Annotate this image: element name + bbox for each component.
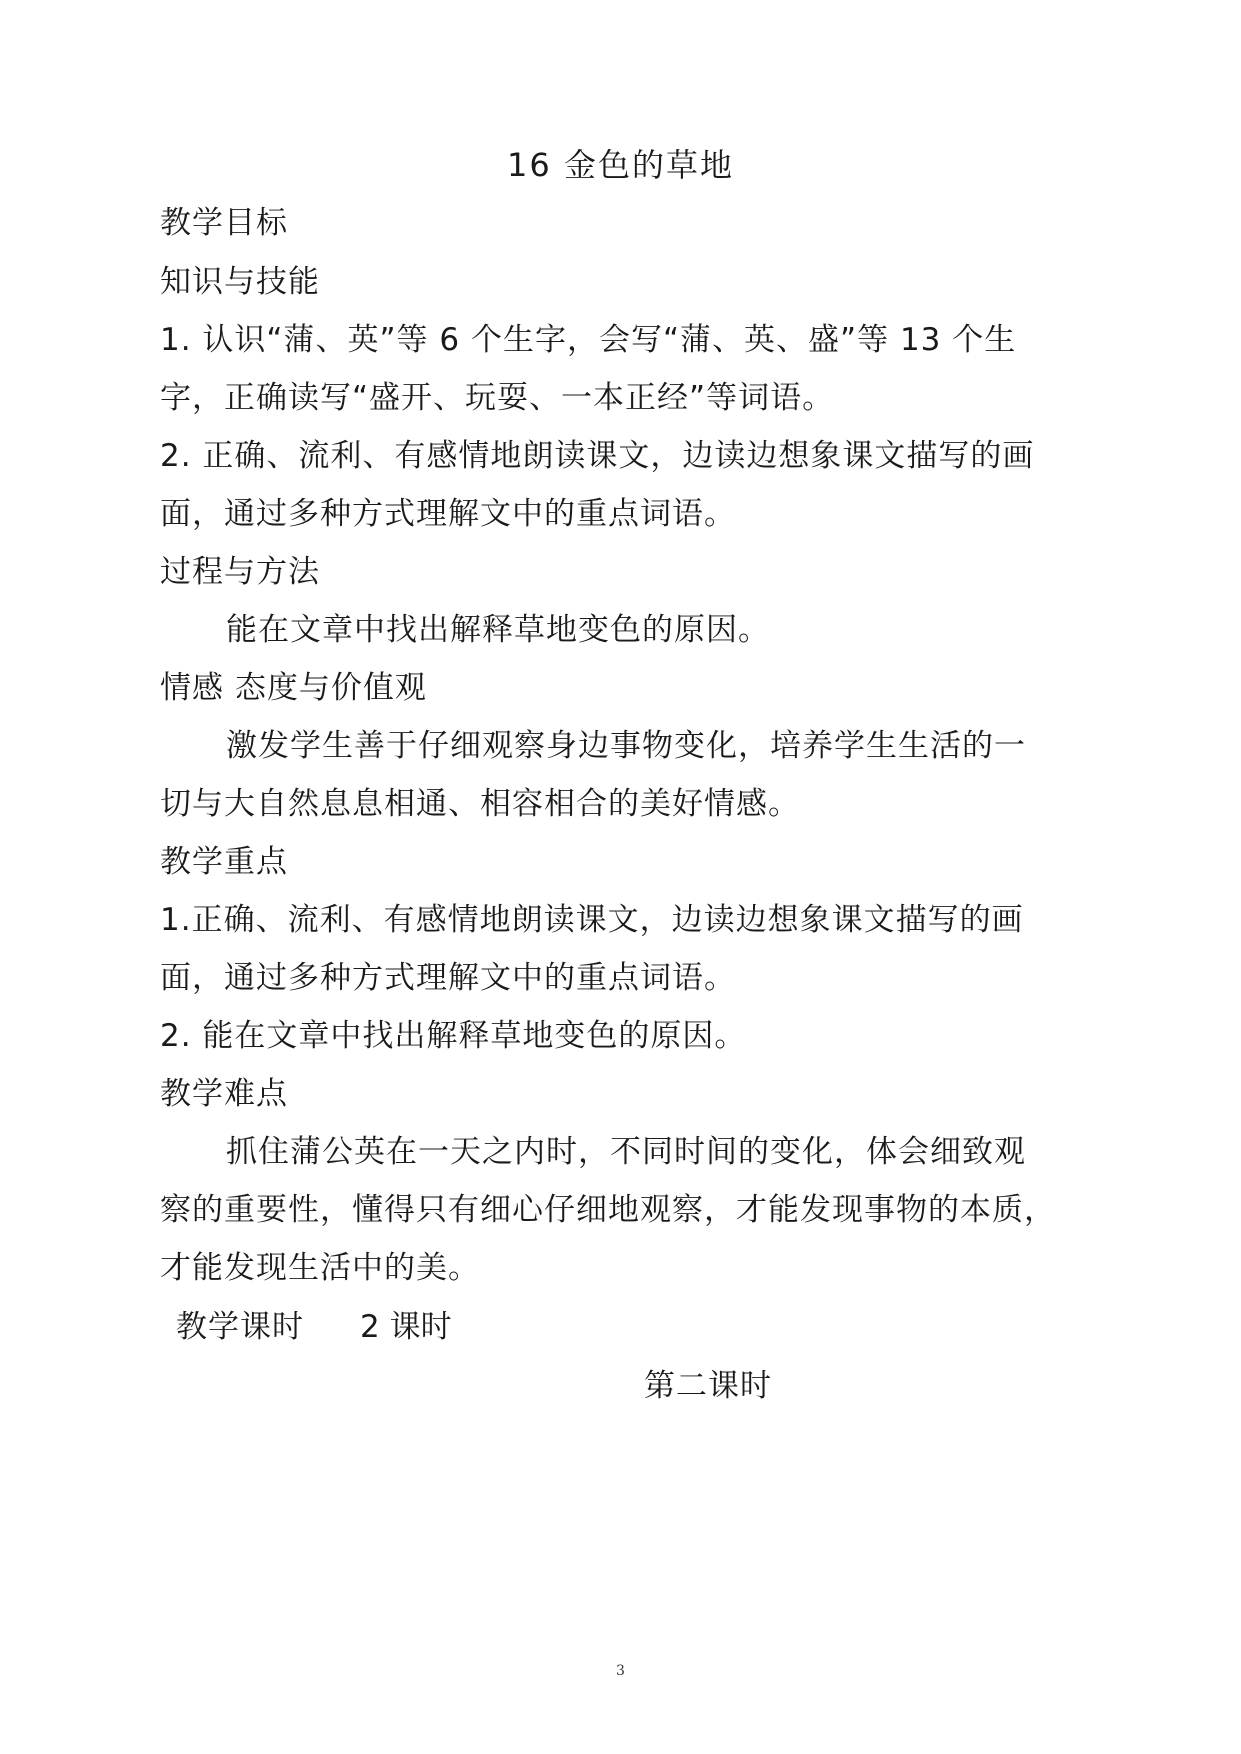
- process-text: 能在文章中找出解释草地变色的原因。: [226, 612, 770, 648]
- difficulty-line-3: 才能发现生活中的美。: [160, 1250, 480, 1286]
- difficulty-heading: 教学难点: [160, 1076, 288, 1112]
- section-title: 第二课时: [644, 1368, 772, 1404]
- page-number: 3: [616, 1663, 625, 1679]
- difficulty-line-1: 抓住蒲公英在一天之内时，不同时间的变化，体会细致观: [226, 1134, 1026, 1170]
- knowledge-item-2-line-1: 2. 正确、流利、有感情地朗读课文，边读边想象课文描写的画: [160, 438, 1035, 474]
- knowledge-heading: 知识与技能: [160, 264, 320, 300]
- class-hours-label: 教学课时: [176, 1309, 304, 1345]
- knowledge-item-1-line-2: 字，正确读写“盛开、玩耍、一本正经”等词语。: [160, 380, 835, 416]
- key-point-2: 2. 能在文章中找出解释草地变色的原因。: [160, 1018, 747, 1054]
- difficulty-line-2: 察的重要性，懂得只有细心仔细地观察，才能发现事物的本质，: [160, 1192, 1056, 1228]
- document-title: 16 金色的草地: [507, 146, 734, 184]
- key-point-1-line-2: 面，通过多种方式理解文中的重点词语。: [160, 960, 736, 996]
- class-hours-value: 2 课时: [360, 1309, 452, 1345]
- key-point-1-line-1: 1.正确、流利、有感情地朗读课文，边读边想象课文描写的画: [160, 902, 1024, 938]
- objectives-heading: 教学目标: [160, 205, 288, 241]
- emotion-text-line-1: 激发学生善于仔细观察身边事物变化，培养学生生活的一: [226, 728, 1026, 764]
- emotion-heading: 情感 态度与价值观: [160, 670, 427, 706]
- key-points-heading: 教学重点: [160, 844, 288, 880]
- emotion-text-line-2: 切与大自然息息相通、相容相合的美好情感。: [160, 786, 800, 822]
- knowledge-item-2-line-2: 面，通过多种方式理解文中的重点词语。: [160, 496, 736, 532]
- knowledge-item-1-line-1: 1. 认识“蒲、英”等 6 个生字，会写“蒲、英、盛”等 13 个生: [160, 322, 1017, 358]
- process-heading: 过程与方法: [160, 554, 320, 590]
